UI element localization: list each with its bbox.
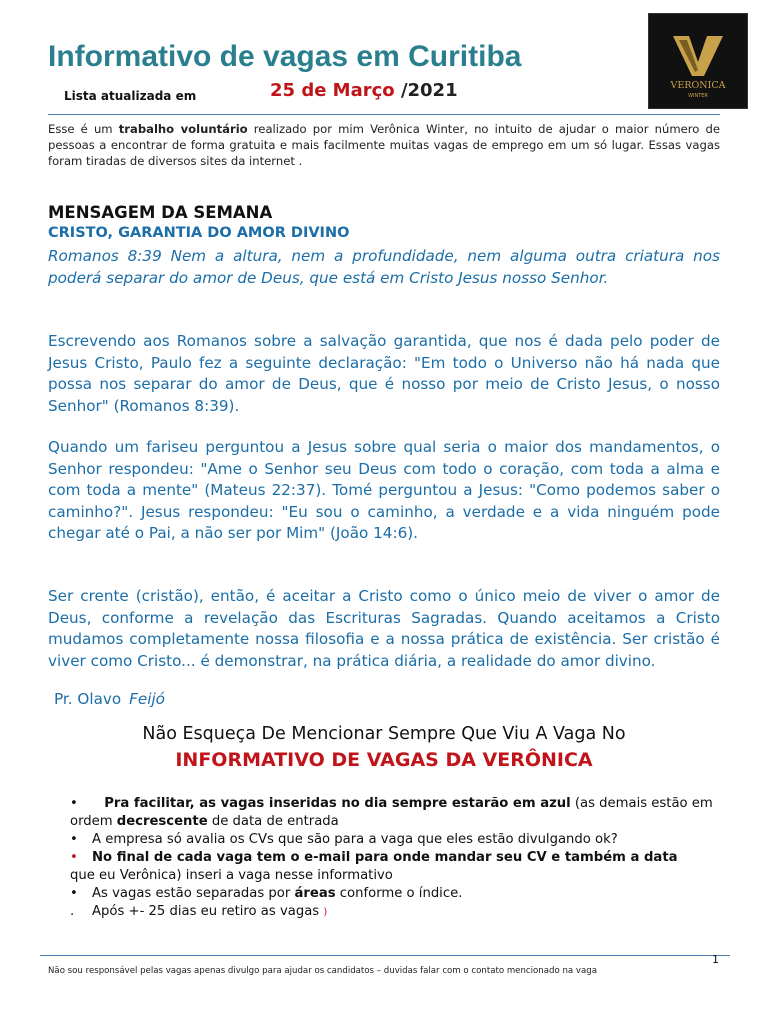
document-title: Informativo de vagas em Curitiba [48, 40, 522, 73]
bible-verse: Romanos 8:39 Nem a altura, nem a profundidade, nem alguma outra criatura nos poderá separar do amor de Deus, que está em Cristo Jesus nosso Senhor. [48, 247, 720, 287]
mention-notice: Não Esqueça De Mencionar Sempre Que Viu A Vaga No [142, 724, 626, 744]
bullet-4-bold: áreas [294, 886, 336, 901]
bullet-3-bold: No final de cada vaga tem o e-mail para onde mandar seu CV e também a data [92, 850, 678, 865]
intro-paragraph [48, 121, 720, 169]
message-paragraph-2: Quando um fariseu perguntou a Jesus sobre qual seria o maior dos mandamentos, o Senhor respondeu: "Ame o Senhor seu Deus com todo o coração, com toda a alma e com toda a mente" (Mateus 22:37). Tomé perguntou a Jesus: "Como podemos saber o caminho?". Jesus respondeu: "Eu sou o caminho, a verdade e a vida ninguém pode chegar até o Pai, a não ser por Mim" (João 14:6). [48, 438, 720, 542]
update-date-year: /2021 [400, 80, 458, 101]
message-subheading: CRISTO, GARANTIA DO AMOR DIVINO [48, 225, 350, 241]
bullet-1-text: (as demais estão em ordem [70, 796, 713, 829]
info-bullet-list [70, 795, 722, 922]
bullet-4-end: conforme o índice. [335, 886, 463, 901]
intro-text-start: Esse é um [48, 122, 119, 136]
logo-subtext: WINTER [688, 93, 708, 99]
update-date-day: 25 de Março [270, 80, 395, 101]
bullet-1-end: de data de entrada [207, 814, 339, 829]
footer-divider [40, 955, 730, 956]
bullet-dot-icon: . [70, 904, 75, 919]
message-paragraph-1: Escrevendo aos Romanos sobre a salvação garantida, que nos é dada pelo poder de Jesus Cristo, Paulo fez a seguinte declaração: "Em todo o Universo não há nada que possa nos separar do amor de Deus, que é nosso por meio de Cristo Jesus, o nosso Senhor" (Romanos 8:39). [48, 332, 720, 415]
bullet-2-text: A empresa só avalia os CVs que são para a vaga que eles estão divulgando ok? [92, 832, 618, 847]
updated-label: Lista atualizada em [64, 89, 197, 103]
list-item [70, 849, 722, 885]
intro-text-bold: trabalho voluntário [118, 122, 248, 136]
bullet-dot-red-icon: • [70, 850, 78, 865]
intro-text-end: realizado por mim Verônica Winter, no intuito de ajudar o maior número de pessoas a encontrar de forma gratuita e mais facilmente muitas vagas de emprego em um só lugar. Essas vagas foram tiradas de diversos sites da internet . [48, 122, 720, 168]
list-item [70, 903, 722, 922]
bullet-dot-icon: • [70, 832, 78, 847]
bullet-1-bold-2: decrescente [116, 814, 208, 829]
bullet-5-paren: ) [323, 907, 328, 918]
logo-text: VERONICA [670, 80, 726, 91]
footer-disclaimer: Não sou responsável pelas vagas apenas divulgo para ajudar os candidatos – duvidas falar com o contato mencionado na vaga [48, 966, 597, 976]
list-item [70, 795, 722, 831]
header-divider [48, 114, 720, 115]
list-item [70, 831, 722, 849]
bullet-dot-icon: • [70, 796, 78, 811]
veronica-winter-logo [648, 13, 748, 109]
message-signature [54, 690, 165, 708]
bullet-4-text: As vagas estão separadas por [92, 886, 295, 901]
signature-name: Pr. Olavo [54, 690, 122, 708]
update-date [270, 80, 458, 101]
message-heading: MENSAGEM DA SEMANA [48, 203, 273, 222]
bullet-dot-icon: • [70, 886, 78, 901]
bullet-5-text: Após +- 25 dias eu retiro as vagas [92, 904, 320, 919]
page-number: 1 [712, 953, 719, 966]
bullet-1-bold: Pra facilitar, as vagas inseridas no dia sempre estarão em azul [104, 796, 571, 811]
message-paragraph-3: Ser crente (cristão), então, é aceitar a Cristo como o único meio de viver o amor de Deus, conforme a revelação das Escrituras Sagradas. Quando aceitamos a Cristo mudamos completamente nossa filosofia e a nossa prática de existência. Ser cristão é viver como Cristo... é demonstrar, na prática diária, a realidade do amor divino. [48, 587, 720, 670]
logo-graphic [649, 14, 747, 108]
informativo-brand: INFORMATIVO DE VAGAS DA VERÔNICA [175, 749, 593, 771]
list-item [70, 885, 722, 903]
bullet-3-text: que eu Verônica) inseri a vaga nesse informativo [70, 868, 393, 883]
signature-surname: Feijó [129, 690, 165, 708]
